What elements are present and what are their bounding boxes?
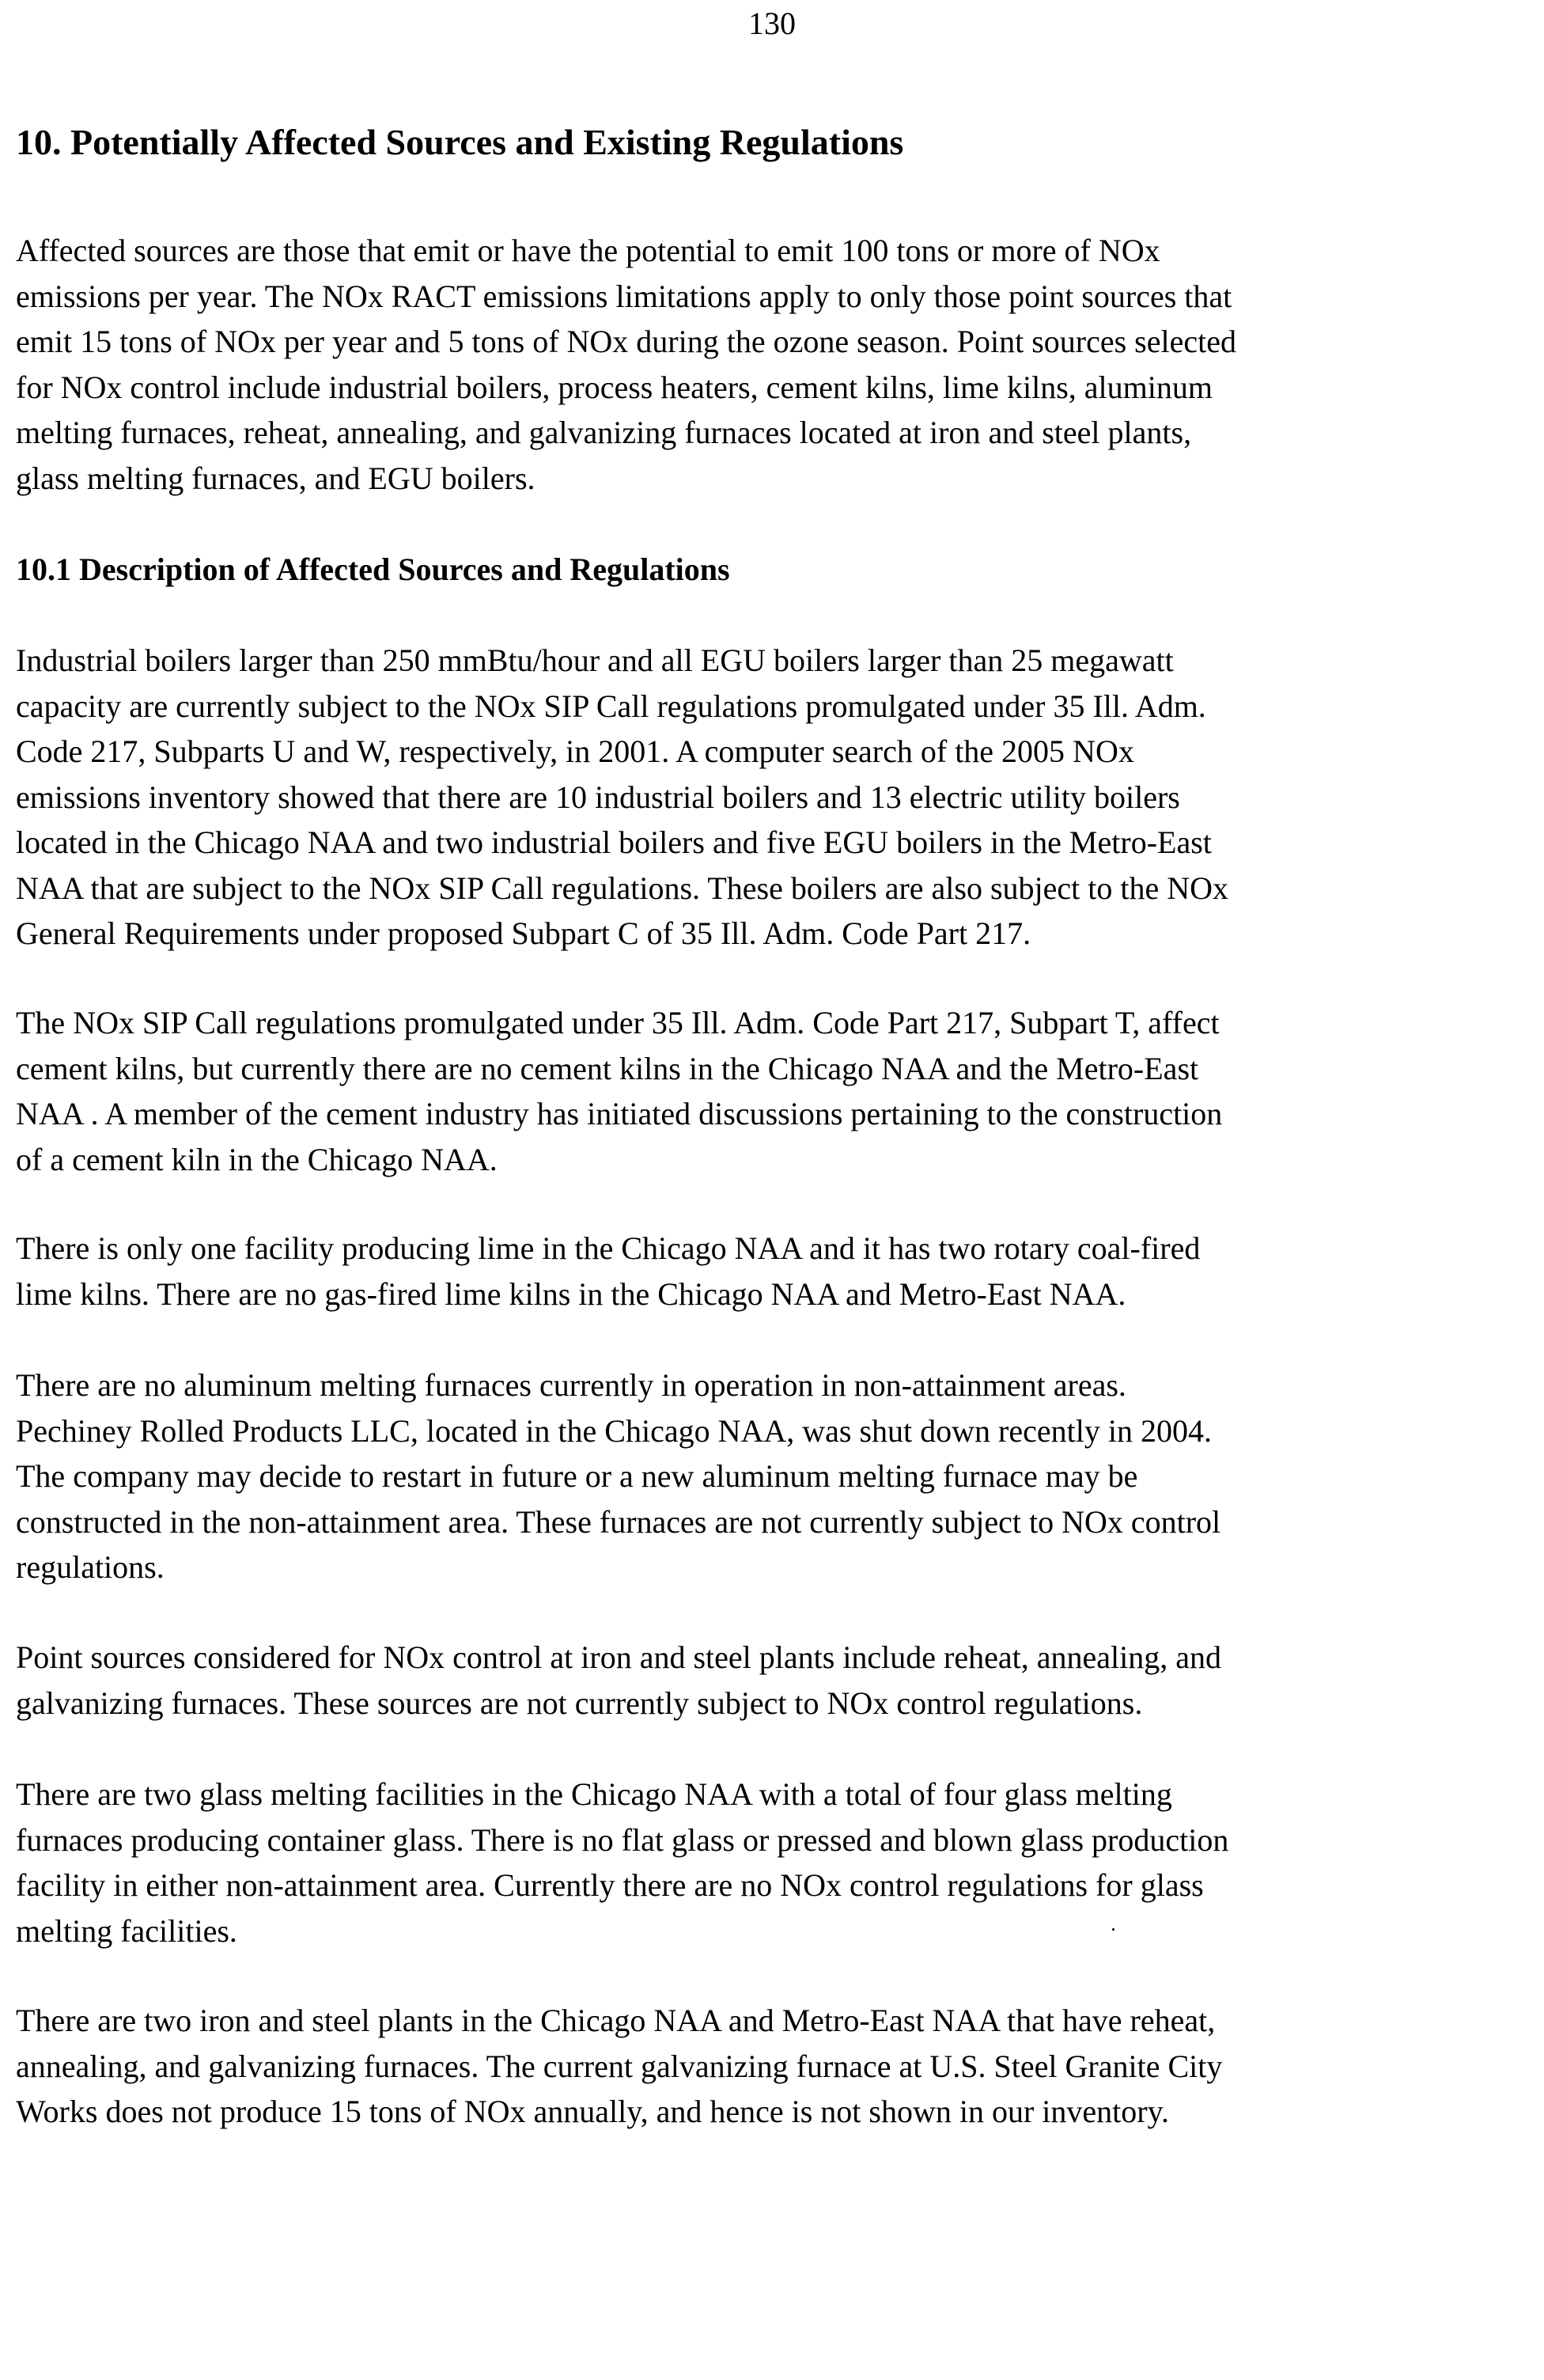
text-line: Works does not produce 15 tons of NOx annually, and hence is not shown in our inventory. — [16, 2094, 1170, 2129]
text-line: Affected sources are those that emit or have the potential to emit 100 tons or more of NOx — [16, 233, 1160, 268]
paragraph-lime-kilns — [16, 1226, 1200, 1317]
text-line: Code 217, Subparts U and W, respectively, in 2001. A computer search of the 2005 NOx — [16, 733, 1134, 769]
text-line: constructed in the non-attainment area. These furnaces are not currently subject to NOx control — [16, 1503, 1221, 1540]
text-line: There is only one facility producing lime in the Chicago NAA and it has two rotary coal-fired — [16, 1230, 1201, 1266]
text-line: melting facilities. — [16, 1912, 237, 1949]
intro-paragraph — [16, 228, 1236, 501]
text-line: glass melting furnaces, and EGU boilers. — [16, 460, 535, 496]
text-line: There are no aluminum melting furnaces currently in operation in non-attainment areas. — [16, 1367, 1126, 1403]
text-line: facility in either non-attainment area. Currently there are no NOx control regulations for glass — [16, 1867, 1204, 1903]
text-line: General Requirements under proposed Subpart C of 35 Ill. Adm. Code Part 217. — [16, 915, 1031, 951]
text-line: furnaces producing container glass. There is no flat glass or pressed and blown glass production — [16, 1821, 1229, 1858]
text-line: emissions per year. The NOx RACT emissions limitations apply to only those point sources that — [16, 278, 1232, 314]
text-line: annealing, and galvanizing furnaces. The current galvanizing furnace at U.S. Steel Granite City — [16, 2048, 1223, 2084]
paragraph-glass-melting — [16, 1772, 1228, 1954]
text-line: Pechiney Rolled Products LLC, located in the Chicago NAA, was shut down recently in 2004. — [16, 1412, 1212, 1449]
text-line: Industrial boilers larger than 250 mmBtu/hour and all EGU boilers larger than 25 megawatt — [16, 642, 1174, 678]
text-line: There are two glass melting facilities in the Chicago NAA with a total of four glass melting — [16, 1776, 1172, 1812]
page-number: 130 — [748, 6, 796, 41]
text-line: of a cement kiln in the Chicago NAA. — [16, 1141, 498, 1177]
paragraph-aluminum — [16, 1362, 1220, 1590]
paragraph-iron-steel-sources — [16, 1635, 1221, 1726]
text-line: The company may decide to restart in future or a new aluminum melting furnace may be — [16, 1458, 1138, 1494]
paragraph-iron-steel-plants — [16, 1998, 1222, 2135]
text-line: melting furnaces, reheat, annealing, and galvanizing furnaces located at iron and steel plants, — [16, 415, 1192, 450]
text-line: galvanizing furnaces. These sources are not currently subject to NOx control regulations. — [16, 1685, 1143, 1721]
text-line: emit 15 tons of NOx per year and 5 tons of NOx during the ozone season. Point sources selected — [16, 324, 1236, 359]
text-line: NAA . A member of the cement industry has initiated discussions pertaining to the construction — [16, 1096, 1223, 1131]
text-line: lime kilns. There are no gas-fired lime kilns in the Chicago NAA and Metro-East NAA. — [16, 1275, 1126, 1312]
paragraph-boilers — [16, 638, 1228, 957]
text-line: emissions inventory showed that there are 10 industrial boilers and 13 electric utility boilers — [16, 779, 1180, 815]
text-line: NAA that are subject to the NOx SIP Call regulations. These boilers are also subject to the NOx — [16, 870, 1229, 906]
text-line: There are two iron and steel plants in the Chicago NAA and Metro-East NAA that have reheat, — [16, 2003, 1216, 2038]
text-line: regulations. — [16, 1549, 165, 1585]
paragraph-cement-kilns — [16, 1000, 1222, 1182]
text-line: Point sources considered for NOx control at iron and steel plants include reheat, annealing, and — [16, 1639, 1221, 1675]
text-line: cement kilns, but currently there are no cement kilns in the Chicago NAA and the Metro-East — [16, 1050, 1199, 1086]
scan-speck — [1112, 1928, 1114, 1931]
text-line: for NOx control include industrial boilers, process heaters, cement kilns, lime kilns, aluminum — [16, 369, 1213, 405]
text-line: capacity are currently subject to the NOx SIP Call regulations promulgated under 35 Ill. Adm. — [16, 688, 1206, 724]
text-line: located in the Chicago NAA and two industrial boilers and five EGU boilers in the Metro-East — [16, 824, 1212, 860]
text-line: The NOx SIP Call regulations promulgated under 35 Ill. Adm. Code Part 217, Subpart T, affect — [16, 1005, 1220, 1040]
section-heading: 10. Potentially Affected Sources and Existing Regulations — [16, 122, 904, 162]
subsection-heading: 10.1 Description of Affected Sources and Regulations — [16, 551, 730, 587]
